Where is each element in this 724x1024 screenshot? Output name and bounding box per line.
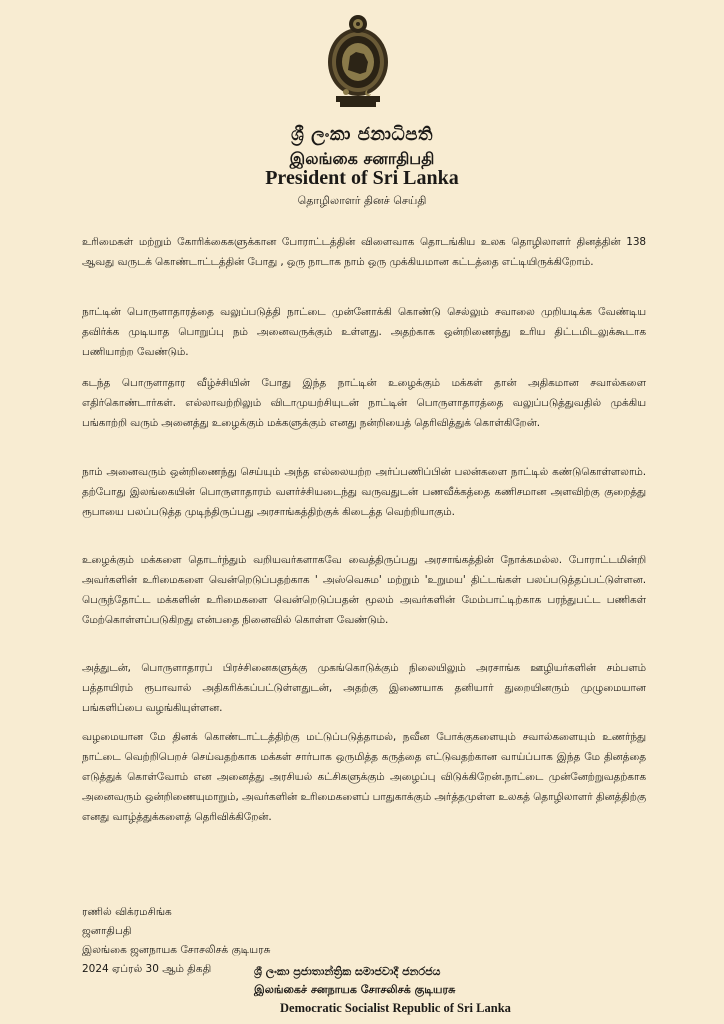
- signature-date: 2024 ஏப்ரல் 30 ஆம் திகதி: [82, 963, 212, 975]
- message-subtitle: தொழிலாளர் தினச் செய்தி: [297, 194, 427, 207]
- stamp-english: Democratic Socialist Republic of Sri Lanka: [280, 1001, 511, 1015]
- paragraph-6: அத்துடன், பொருளாதாரப் பிரச்சினைகளுக்கு முகங்கொடுக்கும் நிலையிலும் அரசாங்க ஊழியர்களின் சம்பளம் பத்தாயிரம் ரூபாவால் அதிகரிக்கப்பட்டுள்ளதுடன், அதற்கு இணையாக தனியார் துறையினரும் முழுமையான பங்களிப்பை வழங்கியுள்ளன.: [82, 662, 646, 714]
- paragraph-7: வழமையான மே தினக் கொண்டாட்டத்திற்கு மட்டுப்படுத்தாமல், நவீன போக்குகளையும் சவால்களையும் உணர்ந்து நாட்டை வெற்றிபெறச் செய்வதற்காக மக்கள் சார்பாக ஒருமித்த கருத்தை எட்டுவதற்கான வாய்ப்பாக இந்த மே தினத்தை எடுத்துக் கொள்வோம் என அனைத்து அரசியல் கட்சிகளுக்கும் அழைப்பு விடுக்கிறேன்.நாட்டை முன்னேற்றுவதற்காக அனைவரும் ஒன்றிணையுமாறும், அவர்களின் உரிமைகளைப் பாதுகாக்கும் அர்த்தமுள்ள உலகத் தொழிலாளர் தினத்திற்கு எனது வாழ்த்துக்களைத் தெரிவிக்கிறேன்.: [82, 731, 646, 823]
- stamp-tamil: இலங்கைச் சனநாயக சோசலிசக் குடியரசு: [254, 983, 456, 996]
- signature-country: இலங்கை ஜனநாயக சோசலிசக் குடியரசு: [82, 944, 271, 956]
- paragraph-1: உரிமைகள் மற்றும் கோரிக்கைகளுக்கான போராட்டத்தின் விளைவாக தொடங்கிய உலக தொழிலாளர் தினத்தின் 138 ஆவது வருடக் கொண்டாட்டத்தின் போது , ஒரு நாடாக நாம் ஒரு முக்கியமான கட்டத்தை எட்டியிருக்கிறோம்.: [82, 236, 646, 268]
- paragraph-2: நாட்டின் பொருளாதாரத்தை வலுப்படுத்தி நாட்டை முன்னோக்கி கொண்டு செல்லும் சவாலை முறியடிக்க வேண்டிய தவிர்க்க முடியாத பொறுப்பு நம் அனைவருக்கும் உள்ளது. அதற்காக ஒன்றிணைந்து உரிய திட்டமிடலுக்கூடாக பணியாற்ற வேண்டும்.: [82, 306, 646, 358]
- stamp-sinhala: ශ්‍රී ලංකා ප්‍රජාතාන්ත්‍රික සමාජවාදී ජනරජය: [254, 965, 441, 978]
- republic-stamp: [250, 963, 550, 1017]
- paragraph-3: கடந்த பொருளாதார வீழ்ச்சியின் போது இந்த நாட்டின் உழைக்கும் மக்கள் தான் அதிகமான சவால்களை எதிர்கொண்டார்கள். எல்லாவற்றிலும் விடாமுயற்சியுடன் நாட்டின் பொருளாதாரத்தை வலுப்படுத்துவதில் முக்கிய பங்காற்றி வரும் அனைத்து உழைக்கும் மக்களுக்கும் எனது நன்றியைத் தெரிவித்துக் கொள்கிறேன்.: [82, 377, 646, 429]
- header-title-sinhala: ශ්‍රී ලංකා ජනාධිපති: [290, 124, 434, 145]
- header-title-english: President of Sri Lanka: [265, 167, 459, 189]
- signature-name: ரணில் விக்ரமசிங்க: [82, 906, 172, 918]
- paragraph-5: உழைக்கும் மக்களை தொடர்ந்தும் வறியவர்களாகவே வைத்திருப்பது அரசாங்கத்தின் நோக்கமல்ல. போராட்டமின்றி அவர்களின் உரிமைகளை வென்றெடுப்பதற்காக ' அஸ்வெசும' மற்றும் 'உறுமய' திட்டங்கள் பலப்படுத்தப்பட்டுள்ளன. பெருந்தோட்ட மக்களின் உரிமைகளை வென்றெடுப்பதன் மூலம் அவர்களின் மேம்பாட்டிற்காக பரந்துபட்ட பணிகள் மேற்கொள்ளப்படுகிறது என்பதை நினைவில் கொள்ள வேண்டும்.: [82, 554, 646, 626]
- state-emblem-icon: [320, 10, 396, 110]
- signature-position: ஜனாதிபதி: [82, 925, 132, 937]
- header-title-tamil: இலங்கை சனாதிபதி: [289, 149, 435, 168]
- paragraph-4: நாம் அனைவரும் ஒன்றிணைந்து செய்யும் அந்த எல்லையற்ற அர்ப்பணிப்பின் பலன்களை நாட்டில் கண்டுகொள்ளலாம். தற்போது இலங்கையின் பொருளாதாரம் வளர்ச்சியடைந்து வருவதுடன் பணவீக்கத்தை கணிசமான அளவிற்கு குறைத்து ரூபாயை பலப்படுத்த முடிந்திருப்பது அரசாங்கத்திற்குக் கிடைத்த வெற்றியாகும்.: [82, 466, 646, 518]
